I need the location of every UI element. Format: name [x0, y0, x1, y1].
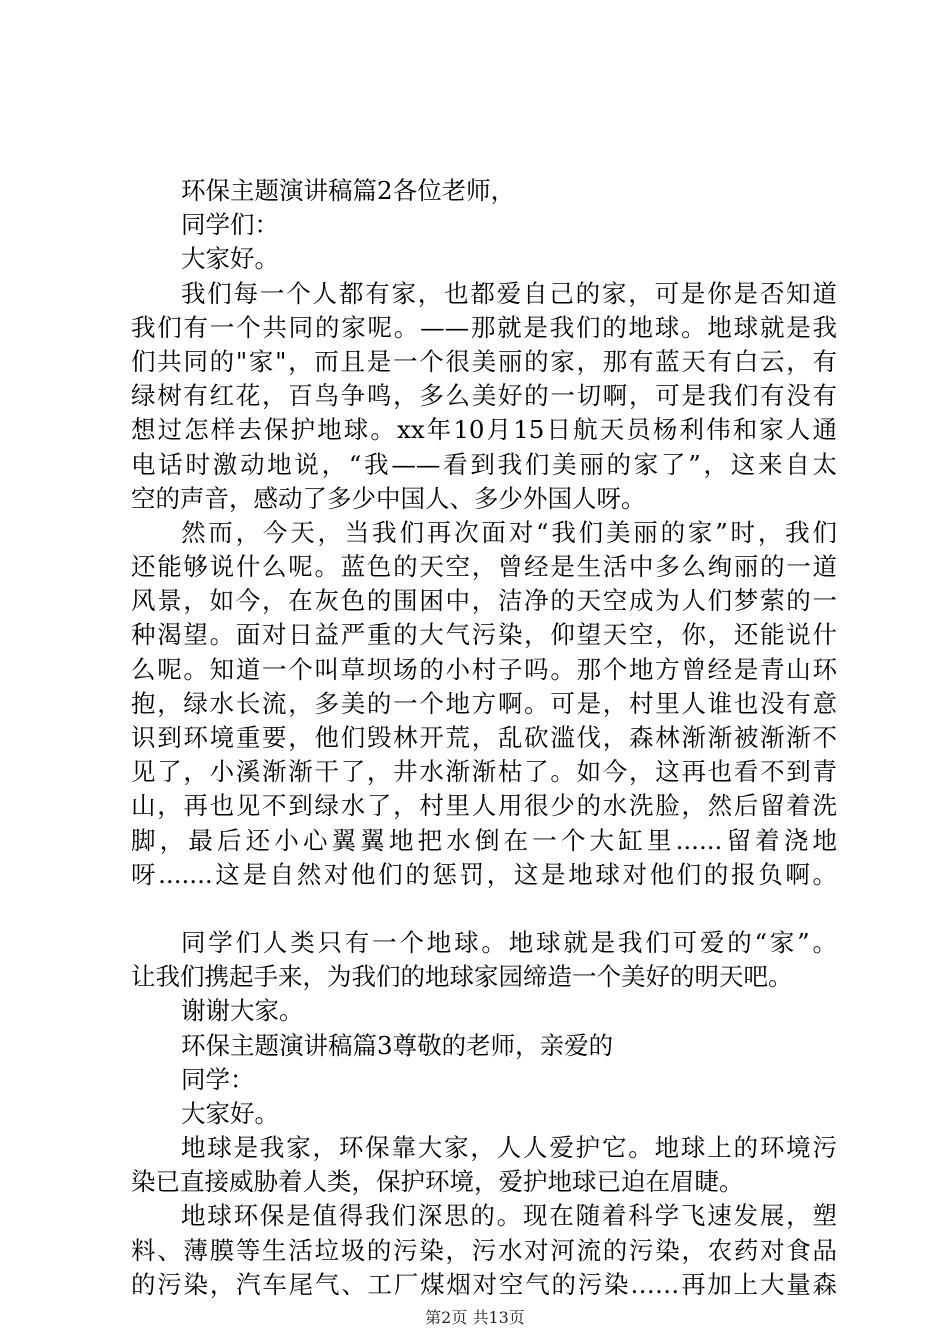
paragraph-line: 空的声音，感动了多少中国人、多少外国人呀。 [131, 483, 646, 513]
paragraph-line: 让我们携起手来，为我们的地球家园缔造一个美好的明天吧。 [131, 962, 793, 992]
paragraph-line: 么呢。知道一个叫草坝场的小村子吗。那个地方曾经是青山环 [131, 654, 837, 684]
paragraph-line: 见了，小溪渐渐干了，井水渐渐枯了。如今，这再也看不到青 [131, 757, 837, 787]
greeting-line: 大家好。 [181, 244, 279, 274]
greeting-line: 大家好。 [181, 1098, 279, 1128]
page-number-footer: 第2页 共13页 [425, 1308, 525, 1327]
paragraph-gap [131, 892, 837, 926]
paragraph-line: 抱，绿水长流，多美的一个地方啊。可是，村里人谁也没有意 [131, 688, 837, 718]
document-body [131, 174, 837, 1302]
speech-3-title-line: 环保主题演讲稿篇3尊敬的老师，亲爱的 [181, 1030, 614, 1060]
salutation-line: 同学们： [181, 210, 279, 240]
paragraph-line: 的污染，汽车尾气、工厂煤烟对空气的污染……再加上大量森 [131, 1269, 837, 1299]
closing-line: 谢谢大家。 [181, 996, 304, 1026]
paragraph-line: 山，再也见不到绿水了，村里人用很少的水洗脸，然后留着洗 [131, 791, 837, 821]
paragraph-line: 绿树有红花，百鸟争鸣，多么美好的一切啊，可是我们有没有 [131, 381, 837, 411]
paragraph-line: 们共同的"家"，而且是一个很美丽的家，那有蓝天有白云，有 [131, 346, 837, 376]
paragraph-line: 识到环境重要，他们毁林开荒，乱砍滥伐，森林渐渐被渐渐不 [131, 723, 837, 752]
paragraph-line: 呀.......这是自然对他们的惩罚，这是地球对他们的报负啊。 [131, 859, 837, 889]
salutation-line: 同学： [181, 1064, 255, 1094]
paragraph-line: 然而，今天，当我们再次面对“我们美丽的家”时，我们 [181, 517, 837, 547]
paragraph-line: 同学们人类只有一个地球。地球就是我们可爱的“家”。 [181, 927, 837, 957]
speech-2-title-line: 环保主题演讲稿篇2各位老师， [181, 176, 516, 205]
paragraph-line: 染已直接威胁着人类，保护环境，爱护地球已迫在眉睫。 [131, 1167, 744, 1197]
paragraph-line: 地球是我家，环保靠大家，人人爱护它。地球上的环境污 [181, 1133, 837, 1163]
paragraph-line: 种渴望。面对日益严重的大气污染，仰望天空，你，还能说什 [131, 620, 837, 650]
paragraph-line: 地球环保是值得我们深思的。现在随着科学飞速发展，塑 [181, 1201, 837, 1231]
paragraph-line: 料、薄膜等生活垃圾的污染，污水对河流的污染，农药对食品 [131, 1235, 837, 1265]
paragraph-line: 电话时激动地说，“我——看到我们美丽的家了”，这来自太 [131, 449, 837, 479]
paragraph-line: 想过怎样去保护地球。xx年10月15日航天员杨利伟和家人通 [131, 415, 837, 445]
paragraph-line: 我们有一个共同的家呢。——那就是我们的地球。地球就是我 [131, 312, 837, 342]
paragraph-line: 脚，最后还小心翼翼地把水倒在一个大缸里......留着浇地 [131, 825, 837, 855]
paragraph-line: 风景，如今，在灰色的围困中，洁净的天空成为人们梦萦的一 [131, 586, 837, 616]
paragraph-line: 我们每一个人都有家，也都爱自己的家，可是你是否知道 [181, 278, 837, 308]
paragraph-line: 还能够说什么呢。蓝色的天空，曾经是生活中多么绚丽的一道 [131, 552, 837, 582]
